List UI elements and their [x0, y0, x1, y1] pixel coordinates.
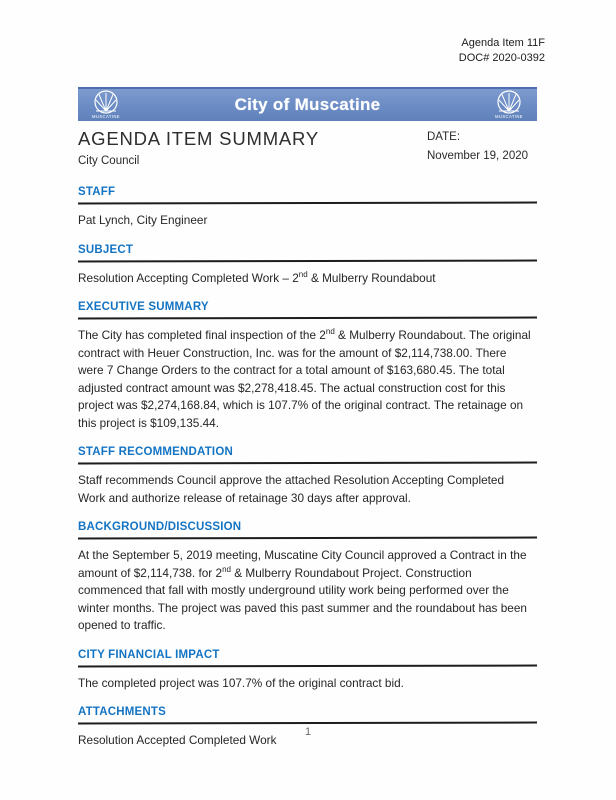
section-divider — [78, 317, 537, 320]
paragraph: Staff recommends Council approve the attached Resolution Accepting Completed Work and authorize release of retainage 30 days after approval. — [78, 473, 505, 505]
section-heading: STAFF RECOMMENDATION — [78, 446, 233, 458]
city-banner — [78, 87, 537, 121]
section-divider — [78, 537, 537, 540]
paragraph: The completed project was 107.7% of the original contract bid. — [78, 675, 404, 690]
document-section — [78, 301, 537, 432]
paragraph: At the September 5, 2019 meeting, Muscatine City Council approved a Contract in the amount of $2,114,738. for 2nd & Mulberry Roundabout Project. Construction commenced that fall with mostly underground utility work being performed over the winter months. The project was paved this past summer and the roundabout has been opened to traffic. — [78, 548, 527, 632]
paragraph: Resolution Accepted Completed Work — [78, 733, 277, 747]
section-body — [78, 327, 537, 432]
section-heading: ATTACHMENTS — [78, 706, 167, 718]
document-section — [78, 244, 537, 288]
date-label: DATE: — [427, 131, 461, 143]
seal-label-left: MUSCATINE — [92, 114, 120, 119]
section-heading: CITY FINANCIAL IMPACT — [78, 648, 220, 661]
header-title-block — [78, 128, 427, 167]
paragraph: The City has completed final inspection of the 2nd & Mulberry Roundabout. The original contract with Heuer Construction, Inc. was for the amount of $2,114,738.00. There were 7 Change Orders to the contract for a total amount of $163,680.45. The total adjusted contract amount was $2,278,418.45. The actual construction cost for this project was $2,274,168.84, which is 107.7% of the original contract. The retainage on this project is $109,135.44. — [78, 327, 531, 430]
document-section — [78, 521, 537, 635]
section-body — [78, 675, 537, 693]
banner-title: City of Muscatine — [234, 95, 381, 114]
document-header — [78, 128, 537, 167]
section-heading: BACKGROUND/DISCUSSION — [78, 521, 242, 533]
section-divider — [78, 462, 537, 465]
section-heading: STAFF — [78, 186, 116, 198]
page-number: 1 — [304, 726, 312, 738]
section-body — [78, 547, 537, 635]
seal-label-right: MUSCATINE — [495, 114, 523, 119]
sections-container — [78, 186, 537, 750]
section-body — [78, 270, 537, 288]
page-title: AGENDA ITEM SUMMARY — [78, 128, 320, 149]
section-body — [78, 212, 537, 230]
date-block — [427, 128, 537, 167]
page-subtitle: City Council — [78, 155, 140, 167]
document-section — [78, 186, 537, 230]
agenda-item-number: Agenda Item 11F — [461, 37, 545, 49]
section-heading: SUBJECT — [78, 243, 134, 256]
section-divider — [78, 259, 537, 262]
paragraph: Resolution Accepting Completed Work – 2nd & Mulberry Roundabout — [78, 269, 436, 285]
section-divider — [78, 202, 537, 205]
paragraph: Pat Lynch, City Engineer — [78, 213, 208, 227]
section-body — [78, 472, 537, 507]
section-divider — [78, 664, 537, 667]
document-section — [78, 446, 537, 507]
doc-reference — [78, 36, 545, 66]
section-divider — [78, 722, 537, 725]
date-value: November 19, 2020 — [427, 150, 529, 162]
document-section — [78, 649, 537, 693]
doc-number: DOC# 2020-0392 — [458, 52, 545, 64]
section-heading: EXECUTIVE SUMMARY — [78, 301, 209, 313]
